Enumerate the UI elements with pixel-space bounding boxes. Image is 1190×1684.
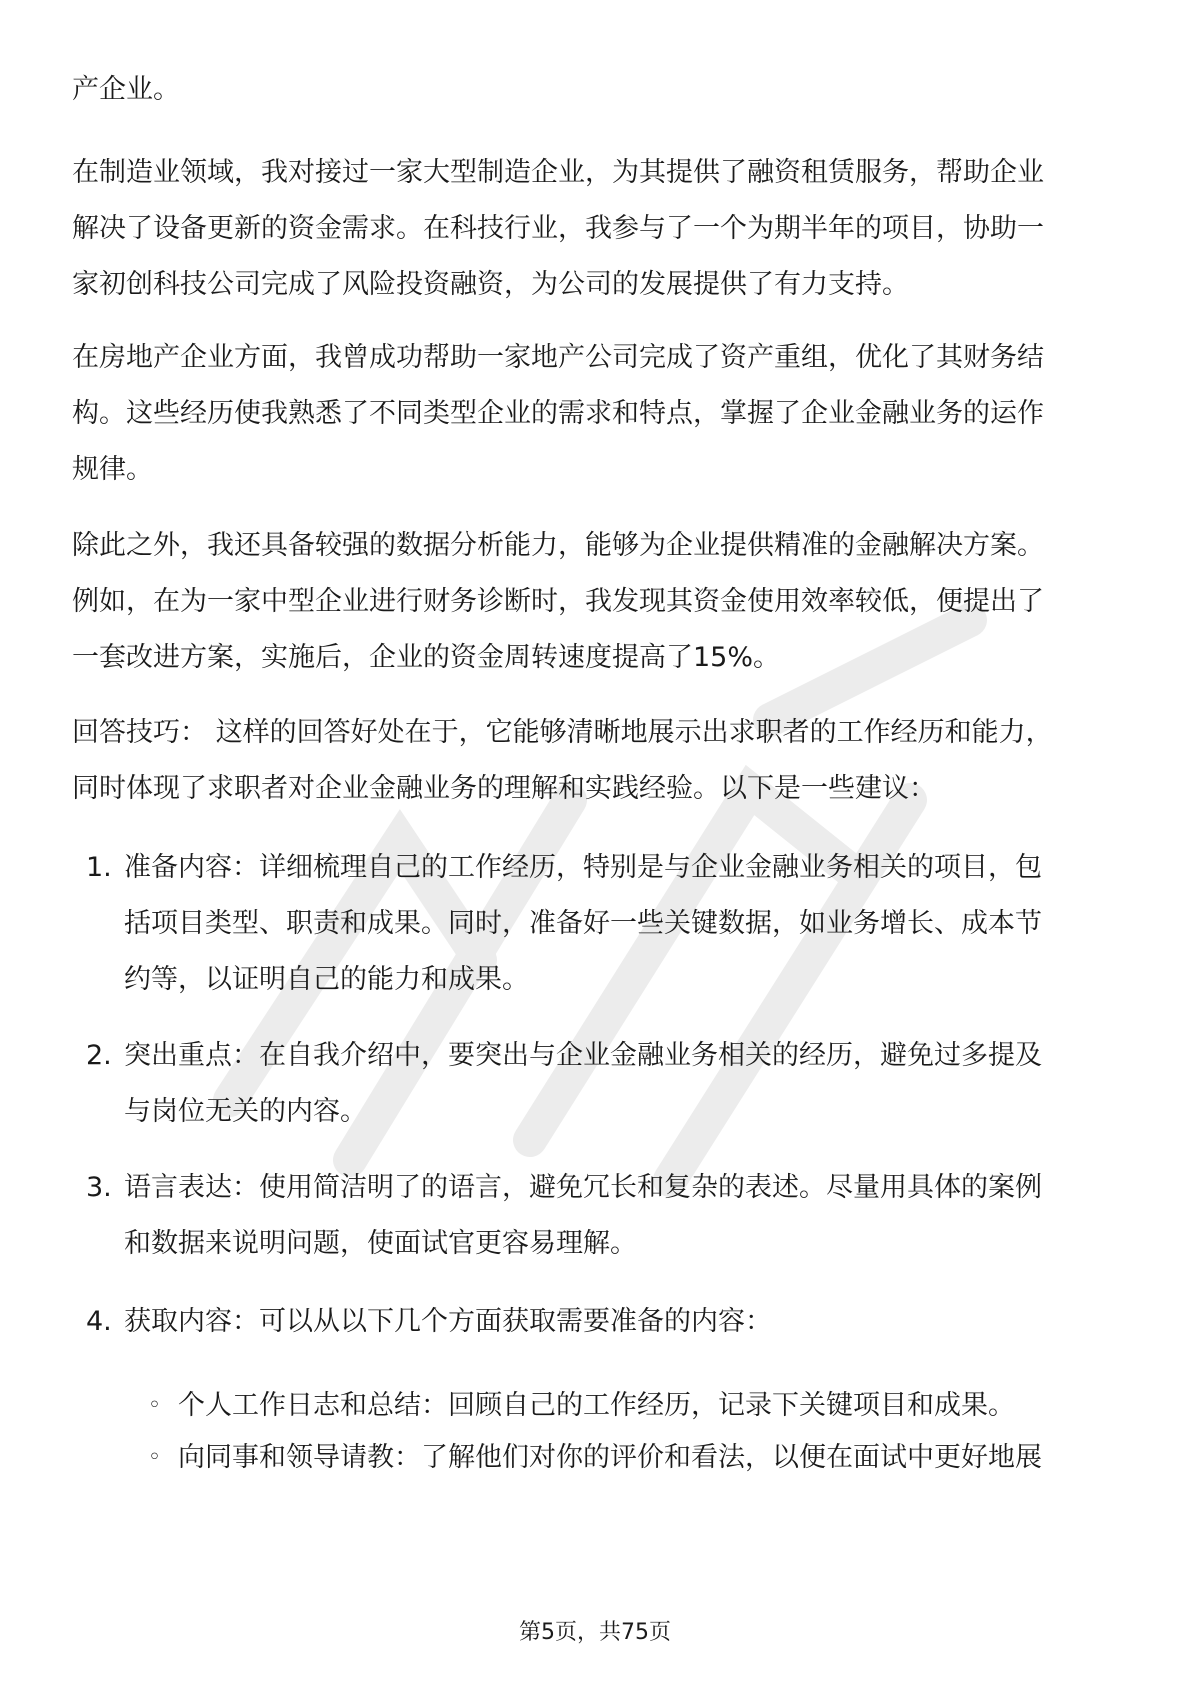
list-item-highlight-points (124, 1028, 1124, 1140)
paragraph-data-analysis (72, 518, 1122, 686)
text-line: 括项目类型、职责和成果。同时，准备好一些关键数据，如业务增长、成本节 (124, 908, 1042, 939)
text-line: 与岗位无关的内容。 (124, 1096, 367, 1127)
text-line: 除此之外，我还具备较强的数据分析能力，能够为企业提供精准的金融解决方案。 (72, 530, 1044, 561)
text-line: 准备内容：详细梳理自己的工作经历，特别是与企业金融业务相关的项目，包 (124, 852, 1042, 883)
text-line: 在制造业领域，我对接过一家大型制造企业，为其提供了融资租赁服务，帮助企业 (72, 157, 1044, 188)
list-item-number: 3. (86, 1172, 112, 1203)
paragraph-continuation (72, 62, 1122, 118)
paragraph-real-estate (72, 330, 1122, 498)
bullet-circle-icon: ◦ (148, 1393, 161, 1418)
text-line: 一套改进方案，实施后，企业的资金周转速度提高了15%。 (72, 642, 781, 673)
text-line: 获取内容：可以从以下几个方面获取需要准备的内容： (124, 1306, 772, 1337)
paragraph-answer-tips (72, 705, 1122, 817)
list-item-get-content (124, 1294, 1124, 1350)
text-line: 解决了设备更新的资金需求。在科技行业，我参与了一个为期半年的项目，协助一 (72, 213, 1044, 244)
paragraph-manufacturing (72, 145, 1122, 313)
text-line: 家初创科技公司完成了风险投资融资，为公司的发展提供了有力支持。 (72, 269, 909, 300)
list-item-language (124, 1160, 1124, 1272)
text-line: 突出重点：在自我介绍中，要突出与企业金融业务相关的经历，避免过多提及 (124, 1040, 1042, 1071)
list-item-number: 2. (86, 1040, 112, 1071)
text-line: 规律。 (72, 454, 153, 485)
text-line: 向同事和领导请教：了解他们对你的评价和看法，以便在面试中更好地展 (178, 1442, 1042, 1473)
text-line: 回答技巧： 这样的回答好处在于，它能够清晰地展示出求职者的工作经历和能力， (72, 717, 1053, 748)
text-line: 同时体现了求职者对企业金融业务的理解和实践经验。以下是一些建议： (72, 773, 936, 804)
list-item-number: 4. (86, 1306, 112, 1337)
list-item-number: 1. (86, 852, 112, 883)
sublist-item-work-log (178, 1378, 1138, 1434)
text-line: 约等，以证明自己的能力和成果。 (124, 964, 529, 995)
text-line: 产企业。 (72, 74, 180, 105)
sublist-item-ask-colleagues (178, 1430, 1138, 1486)
text-line: 构。这些经历使我熟悉了不同类型企业的需求和特点，掌握了企业金融业务的运作 (72, 398, 1044, 429)
text-line: 和数据来说明问题，使面试官更容易理解。 (124, 1228, 637, 1259)
list-item-prepare-content (124, 840, 1124, 1008)
text-line: 例如，在为一家中型企业进行财务诊断时，我发现其资金使用效率较低，便提出了 (72, 586, 1044, 617)
bullet-circle-icon: ◦ (148, 1445, 161, 1470)
text-line: 在房地产企业方面，我曾成功帮助一家地产公司完成了资产重组，优化了其财务结 (72, 342, 1044, 373)
page-number-footer: 第5页，共75页 (519, 1620, 671, 1645)
text-line: 个人工作日志和总结：回顾自己的工作经历，记录下关键项目和成果。 (178, 1390, 1015, 1421)
text-line: 语言表达：使用简洁明了的语言，避免冗长和复杂的表述。尽量用具体的案例 (124, 1172, 1042, 1203)
